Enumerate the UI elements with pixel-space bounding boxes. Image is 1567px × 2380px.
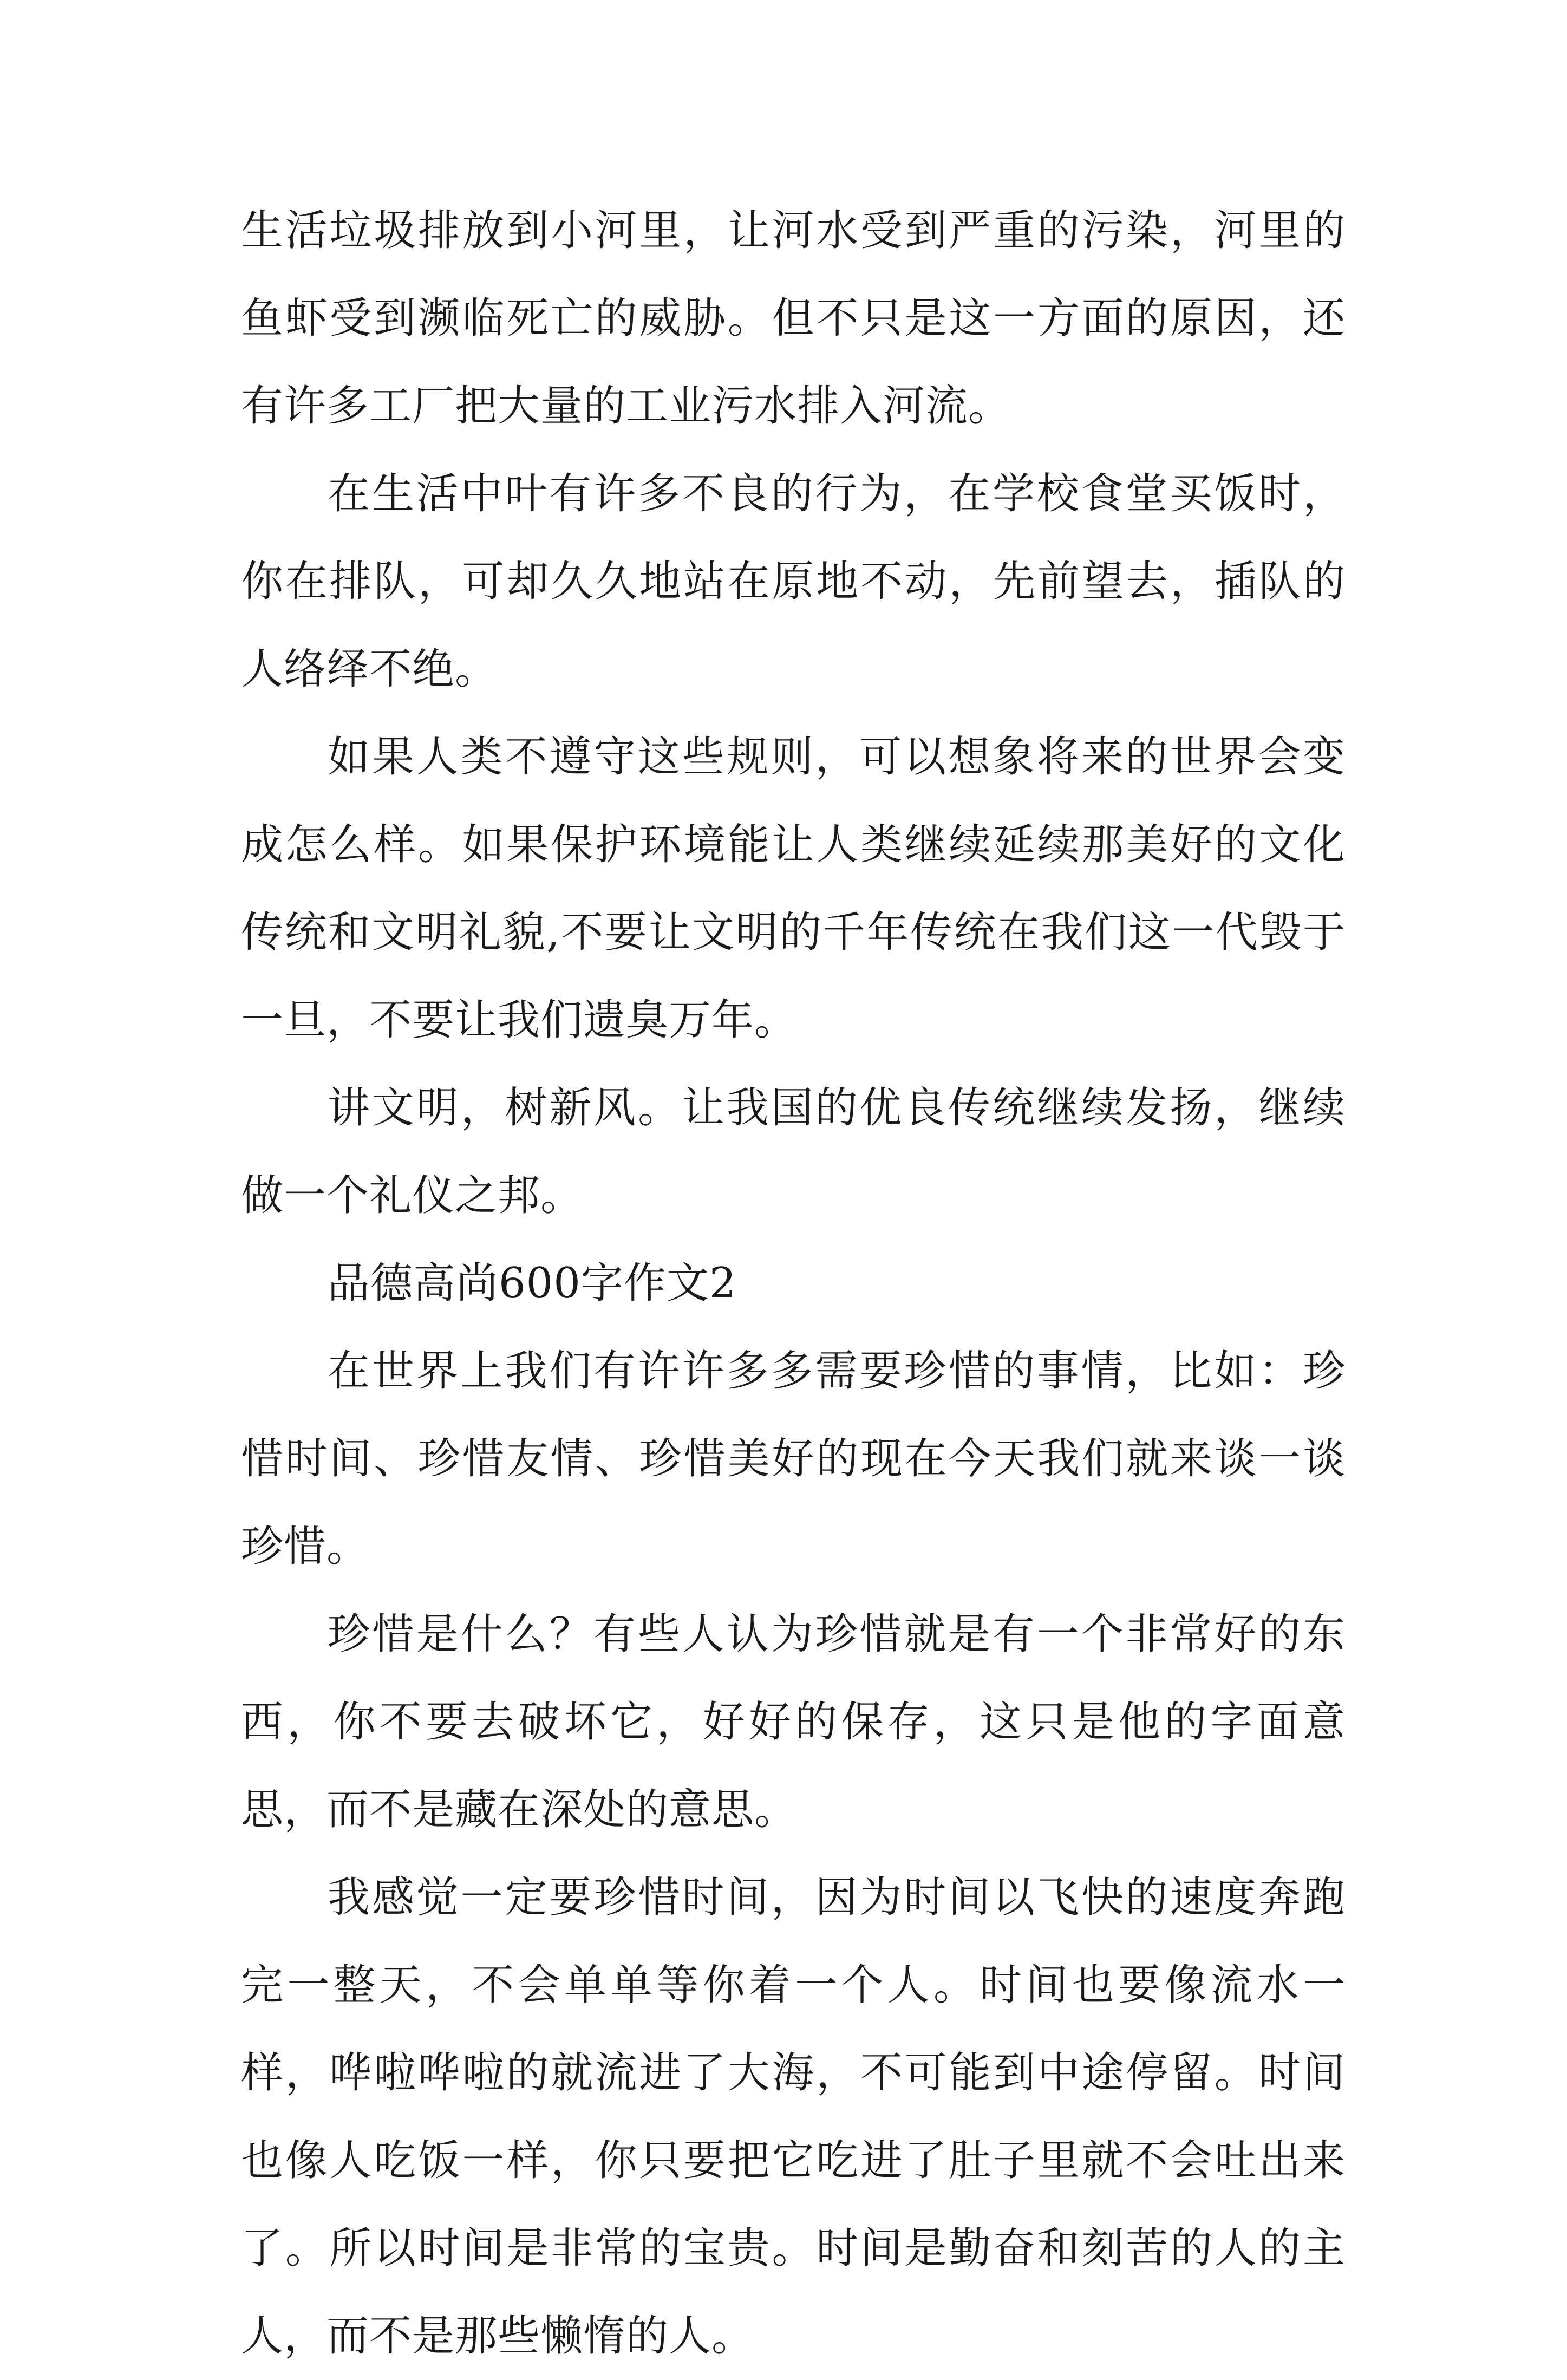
section-heading: 品德高尚600字作文2 bbox=[328, 1259, 737, 1308]
paragraph: 我感觉一定要珍惜时间，因为时间以飞快的速度奔跑完一整天，不会单单等你着一个人。时间也要像流水一样，哗啦哗啦的就流进了大海，不可能到中途停留。时间也像人吃饭一样，你只要把它吃进了肚子里就不会吐出来了。所以时间是非常的宝贵。时间是勤奋和刻苦的人的主人，而不是那些懒惰的人。 bbox=[241, 1873, 1346, 2361]
paragraph: 在世界上我们有许许多多需要珍惜的事情，比如：珍惜时间、珍惜友情、珍惜美好的现在今天我们就来谈一谈珍惜。 bbox=[241, 1347, 1346, 1571]
paragraph: 如果人类不遵守这些规则，可以想象将来的世界会变成怎么样。如果保护环境能让人类继续延续那美好的文化传统和文明礼貌,不要让文明的千年传统在我们这一代毁于一旦，不要让我们遗臭万年。 bbox=[241, 733, 1346, 1045]
document-body bbox=[241, 187, 1346, 2380]
paragraph-continued: 生活垃圾排放到小河里，让河水受到严重的污染，河里的鱼虾受到濒临死亡的威胁。但不只是这一方面的原因，还有许多工厂把大量的工业污水排入河流。 bbox=[241, 206, 1346, 431]
paragraph: 讲文明，树新风。让我国的优良传统继续发扬，继续做一个礼仪之邦。 bbox=[241, 1084, 1346, 1220]
paragraph: 在生活中叶有许多不良的行为，在学校食堂买饭时，你在排队，可却久久地站在原地不动，先前望去，插队的人络绎不绝。 bbox=[241, 470, 1346, 694]
paragraph: 珍惜是什么？有些人认为珍惜就是有一个非常好的东西，你不要去破坏它，好好的保存，这只是他的字面意思，而不是藏在深处的意思。 bbox=[241, 1610, 1346, 1834]
